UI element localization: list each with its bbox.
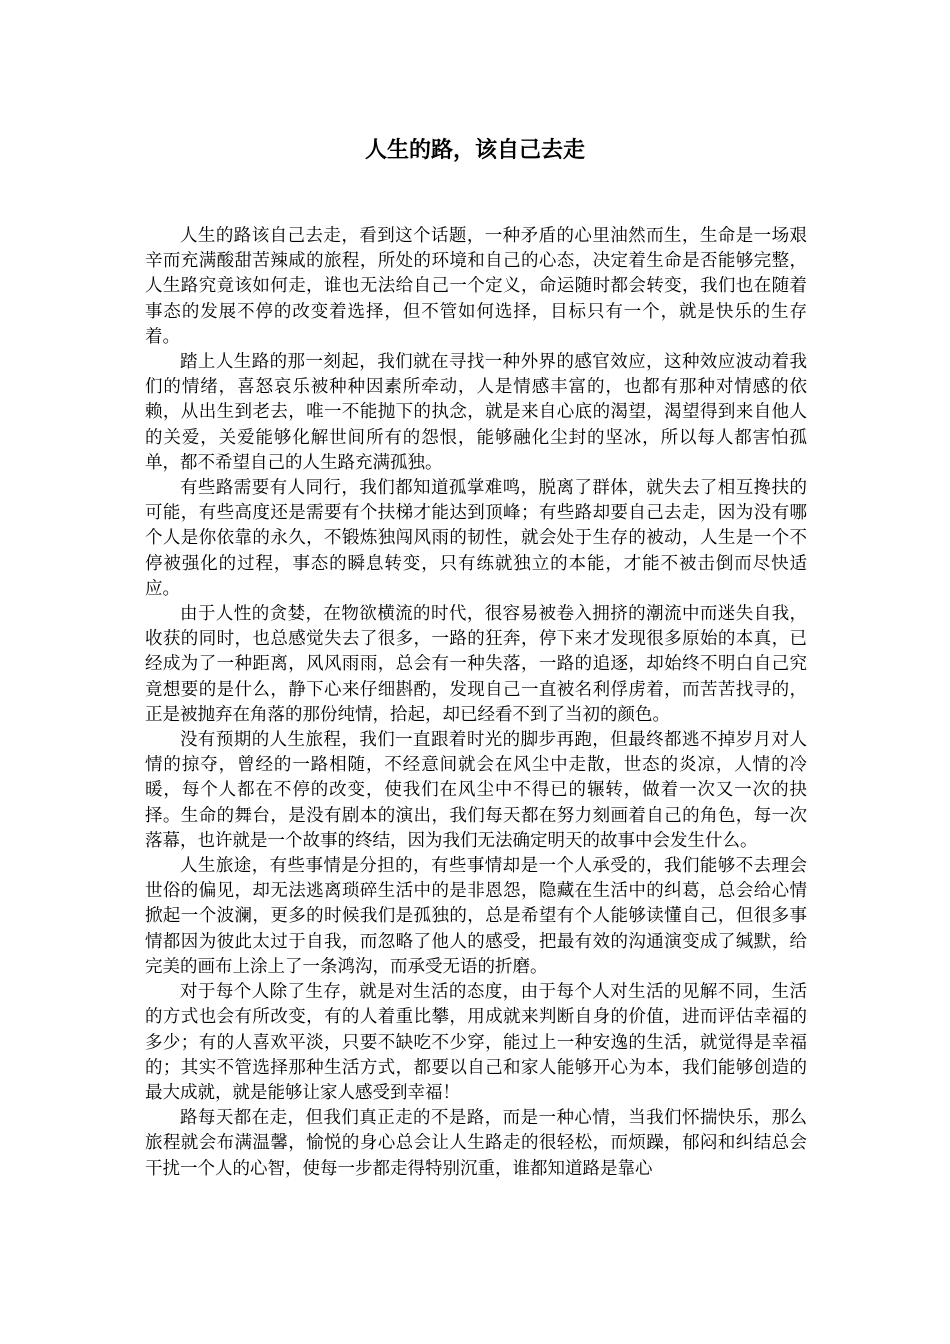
document-title: 人生的路，该自己去走 <box>364 138 585 163</box>
paragraph: 由于人性的贪婪，在物欲横流的时代，很容易被卷入拥挤的潮流中而迷失自我，收获的同时，也总感觉失去了很多，一路的狂奔，停下来才发现很多原始的本真，已经成为了一种距离，风风雨雨，总会有一种失落，一路的追逐，却始终不明白自己究竟想要的是什么，静下心来仔细斟酌，发现自己一直被名利俘虏着，而苦苦找寻的，正是被抛弃在角落的那份纯情，拾起，却已经看不到了当初的颜色。 <box>145 604 807 725</box>
paragraph: 有些路需要有人同行，我们都知道孤掌难鸣，脱离了群体，就失去了相互搀扶的可能，有些高度还是需要有个扶梯才能达到顶峰；有些路却要自己去走，因为没有哪个人是你依靠的永久，不锻炼独闯风雨的韧性，就会处于生存的被动，人生是一个不停被强化的过程，事态的瞬息转变，只有练就独立的本能，才能不被击倒而尽快适应。 <box>145 478 807 599</box>
paragraph: 路每天都在走，但我们真正走的不是路，而是一种心情，当我们怀揣快乐，那么旅程就会布满温馨，愉悦的身心总会让人生路走的很轻松，而烦躁，郁闷和纠结总会干扰一个人的心智，使每一步都走得特别沉重，谁都知道路是靠心 <box>145 1108 807 1179</box>
paragraph: 对于每个人除了生存，就是对生活的态度，由于每个人对生活的见解不同，生活的方式也会有所改变，有的人着重比攀，用成就来判断自身的价值，进而评估幸福的多少；有的人喜欢平淡，只要不缺吃不少穿，能过上一种安逸的生活，就觉得是幸福的；其实不管选择那种生活方式，都要以自己和家人能够开心为本，我们能够创造的最大成就，就是能够让家人感受到幸福！ <box>145 982 807 1103</box>
paragraph: 人生旅途，有些事情是分担的，有些事情却是一个人承受的，我们能够不去理会世俗的偏见，却无法逃离琐碎生活中的是非恩怨，隐藏在生活中的纠葛，总会给心情掀起一个波澜，更多的时候我们是孤独的，总是希望有个人能够读懂自己，但很多事情都因为彼此太过于自我，而忽略了他人的感受，把最有效的沟通演变成了缄默，给完美的画布上涂上了一条鸿沟，而承受无语的折磨。 <box>145 856 807 977</box>
paragraph: 没有预期的人生旅程，我们一直跟着时光的脚步再跑，但最终都逃不掉岁月对人情的掠夺，曾经的一路相随，不经意间就会在风尘中走散，世态的炎凉，人情的冷暖，每个人都在不停的改变，使我们在风尘中不得已的辗转，做着一次又一次的抉择。生命的舞台，是没有剧本的演出，我们每天都在努力刻画着自己的角色，每一次落幕，也许就是一个故事的终结，因为我们无法确定明天的故事中会发生什么。 <box>145 730 807 851</box>
document-body <box>145 224 807 1182</box>
paragraph: 踏上人生路的那一刻起，我们就在寻找一种外界的感官效应，这种效应波动着我们的情绪，喜怒哀乐被种种因素所牵动，人是情感丰富的，也都有那种对情感的依赖，从出生到老去，唯一不能抛下的执念，就是来自心底的渴望，渴望得到来自他人的关爱，关爱能够化解世间所有的怨恨，能够融化尘封的坚冰，所以每人都害怕孤单，都不希望自己的人生路充满孤独。 <box>145 352 807 473</box>
paragraph: 人生的路该自己去走，看到这个话题，一种矛盾的心里油然而生，生命是一场艰辛而充满酸甜苦辣咸的旅程，所处的环境和自己的心态，决定着生命是否能够完整，人生路究竟该如何走，谁也无法给自己一个定义，命运随时都会转变，我们也在随着事态的发展不停的改变着选择，但不管如何选择，目标只有一个，就是快乐的生存着。 <box>145 226 807 347</box>
